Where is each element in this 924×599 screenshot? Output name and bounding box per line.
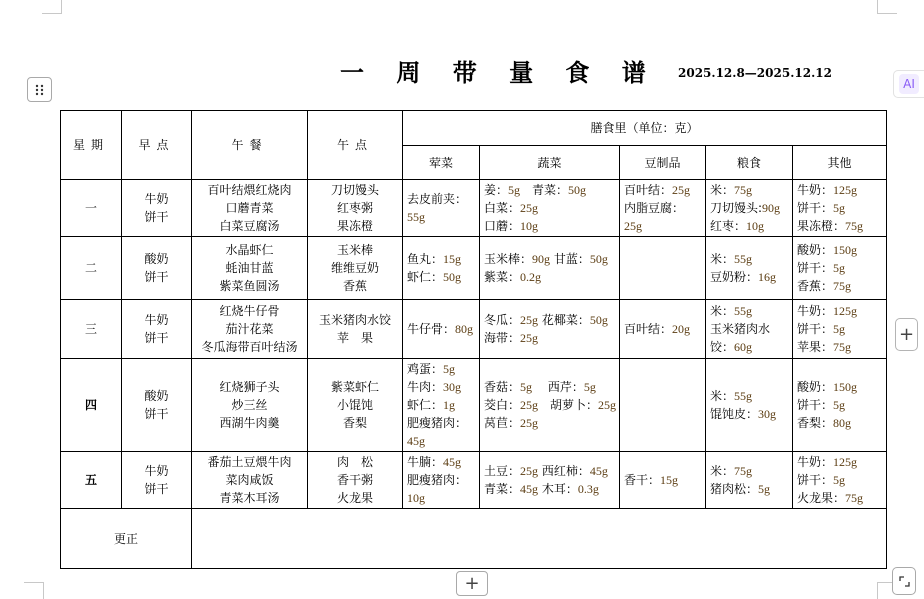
lunch-item: 紫菜鱼圆汤: [219, 279, 280, 293]
grain-amount-item: 刀切馒头:90g: [710, 201, 781, 215]
snack-item: 苹 果: [336, 331, 373, 345]
header-other: 其他: [793, 146, 887, 180]
weekday-cell[interactable]: 二: [61, 237, 122, 300]
breakfast-item: 酸奶: [144, 389, 169, 403]
lunch-item: 口蘑青菜: [225, 201, 274, 215]
other-amount-item: 饼干：5g: [797, 398, 846, 412]
meat-amount-cell[interactable]: [403, 237, 480, 300]
grain-amount-item: 红枣：10g: [710, 219, 765, 233]
grain-amount-item: 猪肉松：5g: [710, 482, 771, 496]
breakfast-item: 饼干: [144, 270, 169, 284]
snack-item: 玉米猪肉水饺: [318, 313, 391, 327]
header-meat: 荤菜: [403, 146, 480, 180]
header-breakfast: 早点: [122, 111, 192, 180]
vegetable-amount-cell[interactable]: [480, 452, 620, 509]
table-row: [61, 300, 887, 359]
expand-button[interactable]: [892, 567, 916, 595]
other-amount-cell[interactable]: [793, 359, 887, 452]
breakfast-cell[interactable]: [122, 237, 192, 300]
soy-amount-item: 内脂豆腐：: [624, 201, 685, 215]
breakfast-item: 牛奶: [144, 464, 169, 478]
lunch-item: 红烧狮子头: [219, 380, 280, 394]
other-amount-item: 火龙果：75g: [797, 491, 864, 505]
snack-item: 火龙果: [336, 491, 373, 505]
soy-amount-item: 25g: [624, 219, 642, 233]
other-amount-cell[interactable]: [793, 452, 887, 509]
snack-item: 小馄饨: [336, 398, 373, 412]
meat-amount-item: 牛肉：30g: [407, 380, 462, 394]
lunch-item: 菜肉咸饭: [225, 473, 274, 487]
page-corner-bottom-left: [24, 582, 44, 599]
add-row-button[interactable]: [456, 571, 488, 596]
grain-amount-cell[interactable]: [706, 180, 793, 237]
breakfast-item: 饼干: [144, 210, 169, 224]
snack-cell[interactable]: [308, 359, 403, 452]
header-grain: 粮食: [706, 146, 793, 180]
meat-amount-item: 虾仁：1g: [407, 398, 456, 412]
grain-amount-item: 豆奶粉：16g: [710, 270, 777, 284]
soy-amount-cell[interactable]: [620, 359, 706, 452]
breakfast-item: 牛奶: [144, 313, 169, 327]
grain-amount-item: 馄饨皮：30g: [710, 407, 777, 421]
breakfast-item: 牛奶: [144, 192, 169, 206]
other-amount-item: 饼干：5g: [797, 473, 846, 487]
snack-item: 果冻橙: [336, 219, 373, 233]
snack-item: 玉米棒: [336, 243, 373, 257]
table-row: [61, 237, 887, 300]
lunch-item: 炒三丝: [231, 398, 268, 412]
meat-amount-item: 45g: [407, 434, 425, 448]
other-amount-item: 苹果：75g: [797, 340, 852, 354]
vegetable-amount-item: 莴苣：25g: [484, 416, 539, 430]
vegetable-amount-item: 姜：5g 青菜：50g: [484, 183, 587, 197]
meat-amount-item: 肥瘦猪肉：: [407, 416, 468, 430]
weekly-menu-table: [60, 110, 887, 569]
plus-icon: +: [898, 324, 915, 345]
lunch-item: 白菜豆腐汤: [219, 219, 280, 233]
grain-amount-item: 米：55g: [710, 304, 753, 318]
snack-item: 红枣粥: [336, 201, 373, 215]
vegetable-amount-item: 口蘑：10g: [484, 219, 539, 233]
meat-amount-item: 去皮前夹：: [407, 192, 468, 206]
lunch-item: 水晶虾仁: [225, 243, 274, 257]
other-amount-cell[interactable]: [793, 180, 887, 237]
other-amount-item: 果冻橙：75g: [797, 219, 864, 233]
page-corner-top-right: [877, 0, 897, 14]
breakfast-cell[interactable]: [122, 452, 192, 509]
other-amount-cell[interactable]: [793, 300, 887, 359]
weekday-cell[interactable]: 四: [61, 359, 122, 452]
soy-amount-item: 香干：15g: [624, 473, 679, 487]
ai-assistant-button[interactable]: [893, 70, 924, 98]
document-title: 一 周 带 量 食 谱: [340, 58, 658, 87]
other-amount-item: 饼干：5g: [797, 261, 846, 275]
lunch-cell[interactable]: [192, 452, 308, 509]
plus-icon: +: [464, 573, 480, 594]
other-amount-cell[interactable]: [793, 237, 887, 300]
table-row: [61, 180, 887, 237]
lunch-cell[interactable]: [192, 180, 308, 237]
lunch-cell[interactable]: [192, 359, 308, 452]
expand-corner-icon: [899, 576, 910, 587]
breakfast-cell[interactable]: [122, 300, 192, 359]
meat-amount-cell[interactable]: [403, 359, 480, 452]
table-row: [61, 359, 887, 452]
snack-item: 香蕉: [342, 279, 367, 293]
correction-field[interactable]: [192, 509, 887, 569]
soy-amount-item: 百叶结：20g: [624, 322, 691, 336]
breakfast-item: 饼干: [144, 331, 169, 345]
vegetable-amount-cell[interactable]: [480, 300, 620, 359]
meat-amount-item: 55g: [407, 210, 425, 224]
vegetable-amount-item: 土豆：25g 西红柿：45g: [484, 464, 608, 478]
grain-amount-item: 米：55g: [710, 252, 753, 266]
weekday-cell[interactable]: 三: [61, 300, 122, 359]
breakfast-item: 饼干: [144, 482, 169, 496]
snack-item: 香梨: [342, 416, 367, 430]
page-corner-top-left: [42, 0, 62, 14]
vegetable-amount-item: 冬瓜：25g 花椰菜：50g: [484, 313, 608, 327]
breakfast-cell[interactable]: [122, 359, 192, 452]
weekday-cell[interactable]: 一: [61, 180, 122, 237]
grain-amount-item: 饺：60g: [710, 340, 753, 354]
lunch-item: 西湖牛肉羹: [219, 416, 280, 430]
vegetable-amount-item: 茭白：25g 胡萝卜：25g: [484, 398, 617, 412]
snack-cell[interactable]: [308, 300, 403, 359]
grain-amount-cell[interactable]: [706, 300, 793, 359]
breakfast-item: 酸奶: [144, 252, 169, 266]
meat-amount-item: 虾仁：50g: [407, 270, 462, 284]
snack-item: 刀切馒头: [330, 183, 379, 197]
lunch-item: 青菜木耳汤: [219, 491, 280, 505]
soy-amount-cell[interactable]: [620, 300, 706, 359]
table-row: [61, 452, 887, 509]
lunch-item: 茄汁花菜: [225, 322, 274, 336]
vegetable-amount-item: 香菇：5g 西芹：5g: [484, 380, 596, 394]
meat-amount-item: 牛仔骨：80g: [407, 322, 474, 336]
meat-amount-item: 肥瘦猪肉：: [407, 473, 468, 487]
meat-amount-item: 鱼丸：15g: [407, 252, 462, 266]
grain-amount-cell[interactable]: [706, 237, 793, 300]
lunch-item: 百叶结煨红烧肉: [207, 183, 292, 197]
lunch-item: 红烧牛仔骨: [219, 304, 280, 318]
snack-cell[interactable]: [308, 237, 403, 300]
soy-amount-cell[interactable]: [620, 180, 706, 237]
meat-amount-item: 牛腩：45g: [407, 455, 462, 469]
table-drag-handle[interactable]: [27, 77, 52, 102]
grain-amount-cell[interactable]: [706, 359, 793, 452]
other-amount-item: 酸奶：150g: [797, 380, 858, 394]
lunch-cell[interactable]: [192, 237, 308, 300]
soy-amount-cell[interactable]: [620, 237, 706, 300]
soy-amount-item: 百叶结：25g: [624, 183, 691, 197]
breakfast-item: 饼干: [144, 407, 169, 421]
vegetable-amount-cell[interactable]: [480, 237, 620, 300]
weekday-cell[interactable]: 五: [61, 452, 122, 509]
header-snack: 午点: [308, 111, 403, 180]
other-amount-item: 饼干：5g: [797, 201, 846, 215]
add-column-button[interactable]: [895, 318, 918, 351]
snack-item: 维维豆奶: [330, 261, 379, 275]
vegetable-amount-item: 白菜：25g: [484, 201, 539, 215]
header-amount-group: 膳食里（单位：克）: [403, 111, 887, 146]
header-weekday: 星期: [61, 111, 122, 180]
vegetable-amount-item: 青菜：45g 木耳：0.3g: [484, 482, 599, 496]
vegetable-amount-item: 玉米棒：90g 甘蓝：50g: [484, 252, 608, 266]
other-amount-item: 牛奶：125g: [797, 183, 858, 197]
snack-cell[interactable]: [308, 452, 403, 509]
meat-amount-item: 10g: [407, 491, 425, 505]
lunch-cell[interactable]: [192, 300, 308, 359]
meat-amount-item: 鸡蛋：5g: [407, 362, 456, 376]
breakfast-cell[interactable]: [122, 180, 192, 237]
grain-amount-cell[interactable]: [706, 452, 793, 509]
header-soy: 豆制品: [620, 146, 706, 180]
ai-label: AI: [899, 74, 919, 94]
other-amount-item: 牛奶：125g: [797, 455, 858, 469]
meat-amount-cell[interactable]: [403, 452, 480, 509]
soy-amount-cell[interactable]: [620, 452, 706, 509]
grip-dots-icon: [35, 84, 44, 96]
header-lunch: 午餐: [192, 111, 308, 180]
date-range: 2025.12.8—2025.12.12: [678, 66, 832, 80]
header-vegetable: 蔬菜: [480, 146, 620, 180]
grain-amount-item: 玉米猪肉水: [710, 322, 771, 336]
grain-amount-item: 米：75g: [710, 464, 753, 478]
other-amount-item: 香蕉：75g: [797, 279, 852, 293]
other-amount-item: 饼干：5g: [797, 322, 846, 336]
vegetable-amount-cell[interactable]: [480, 180, 620, 237]
snack-item: 香干粥: [336, 473, 373, 487]
vegetable-amount-item: 海带：25g: [484, 331, 539, 345]
other-amount-item: 牛奶：125g: [797, 304, 858, 318]
vegetable-amount-cell[interactable]: [480, 359, 620, 452]
snack-item: 肉 松: [336, 455, 373, 469]
meat-amount-cell[interactable]: [403, 300, 480, 359]
other-amount-item: 酸奶：150g: [797, 243, 858, 257]
grain-amount-item: 米：55g: [710, 389, 753, 403]
lunch-item: 冬瓜海带百叶结汤: [201, 340, 298, 354]
snack-item: 紫菜虾仁: [330, 380, 379, 394]
other-amount-item: 香梨：80g: [797, 416, 852, 430]
snack-cell[interactable]: [308, 180, 403, 237]
meat-amount-cell[interactable]: [403, 180, 480, 237]
grain-amount-item: 米：75g: [710, 183, 753, 197]
vegetable-amount-item: 紫菜：0.2g: [484, 270, 542, 284]
lunch-item: 番茄土豆煨牛肉: [207, 455, 292, 469]
lunch-item: 蚝油甘蓝: [225, 261, 274, 275]
correction-label: 更正: [61, 509, 192, 569]
